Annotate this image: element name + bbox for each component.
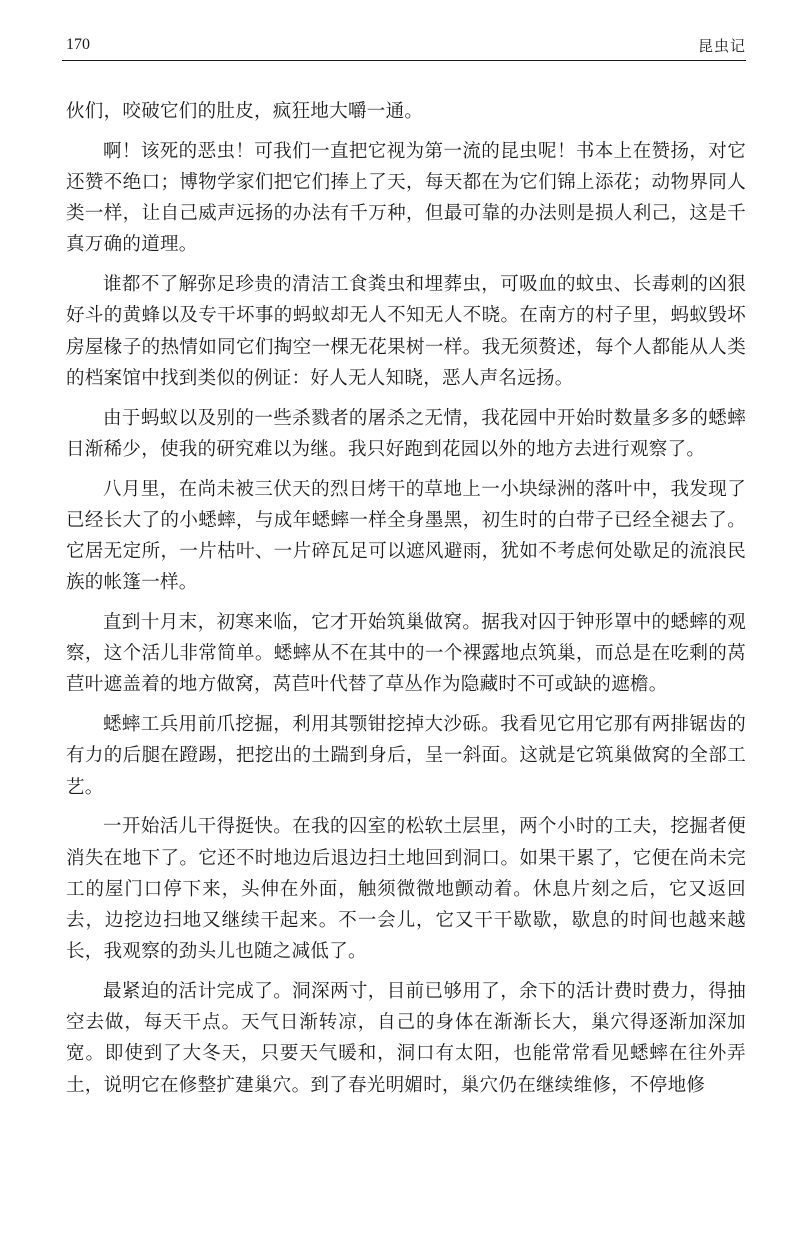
paragraph: 谁都不了解弥足珍贵的清洁工食粪虫和埋葬虫，可吸血的蚊虫、长毒刺的凶狠好斗的黄蜂以及专干坏事的蚂蚁却无人不知无人不晓。在南方的村子里，蚂蚁毁坏房屋椽子的热情如同它们掏空一棵无花果树一样。我无须赘述，每个人都能从人类的档案馆中找到类似的例证：好人无人知晓，恶人声名远扬。 [66,274,746,389]
paragraph: 蟋蟀工兵用前爪挖掘，利用其颚钳挖掉大沙砾。我看见它用它那有两排锯齿的有力的后腿在蹬踢，把挖出的土踹到身后，呈一斜面。这就是它筑巢做窝的全部工艺。 [66,714,746,798]
body-text [66,96,746,1109]
page-header [66,32,746,58]
paragraph: 由于蚂蚁以及别的一些杀戮者的屠杀之无情，我花园中开始时数量多多的蟋蟀日渐稀少，使我的研究难以为继。我只好跑到花园以外的地方去进行观察了。 [66,407,746,460]
paragraph: 最紧迫的活计完成了。洞深两寸，目前已够用了，余下的活计费时费力，得抽空去做，每天干点。天气日渐转凉，自己的身体在渐渐长大，巢穴得逐渐加深加宽。即使到了大冬天，只要天气暖和，洞口有太阳，也能常常看见蟋蟀在往外弄土，说明它在修整扩建巢穴。到了春光明媚时，巢穴仍在继续维修，不停地修 [66,981,746,1096]
paragraph: 八月里，在尚未被三伏天的烈日烤干的草地上一小块绿洲的落叶中，我发现了已经长大了的小蟋蟀，与成年蟋蟀一样全身墨黑，初生时的白带子已经全褪去了。它居无定所，一片枯叶、一片碎瓦足可以遮风避雨，犹如不考虑何处歇足的流浪民族的帐篷一样。 [66,478,746,594]
paragraph: 啊！该死的恶虫！可我们一直把它视为第一流的昆虫呢！书本上在赞扬，对它还赞不绝口；博物学家们把它们捧上了天，每天都在为它们锦上添花；动物界同人类一样，让自己威声远扬的办法有千万种，但最可靠的办法则是损人利己，这是千真万确的道理。 [66,140,746,256]
running-title: 昆虫记 [697,36,746,55]
header-rule [62,60,746,61]
page-number: 170 [66,36,90,53]
paragraph: 直到十月末，初寒来临，它才开始筑巢做窝。据我对囚于钟形罩中的蟋蟀的观察，这个活儿非常简单。蟋蟀从不在其中的一个裸露地点筑巢，而总是在吃剩的莴苣叶遮盖着的地方做窝，莴苣叶代替了草丛作为隐藏时不可或缺的遮檐。 [66,612,746,696]
paragraph: 一开始活儿干得挺快。在我的囚室的松软土层里，两个小时的工夫，挖掘者便消失在地下了。它还不时地边后退边扫土地回到洞口。如果干累了，它便在尚未完工的屋门口停下来，头伸在外面，触须微微地颤动着。休息片刻之后，它又返回去，边挖边扫地又继续干起来。不一会儿，它又干干歇歇，歇息的时间也越来越长，我观察的劲头儿也随之减低了。 [66,816,746,963]
paragraph-continuation: 伙们，咬破它们的肚皮，疯狂地大嚼一通。 [66,101,424,122]
